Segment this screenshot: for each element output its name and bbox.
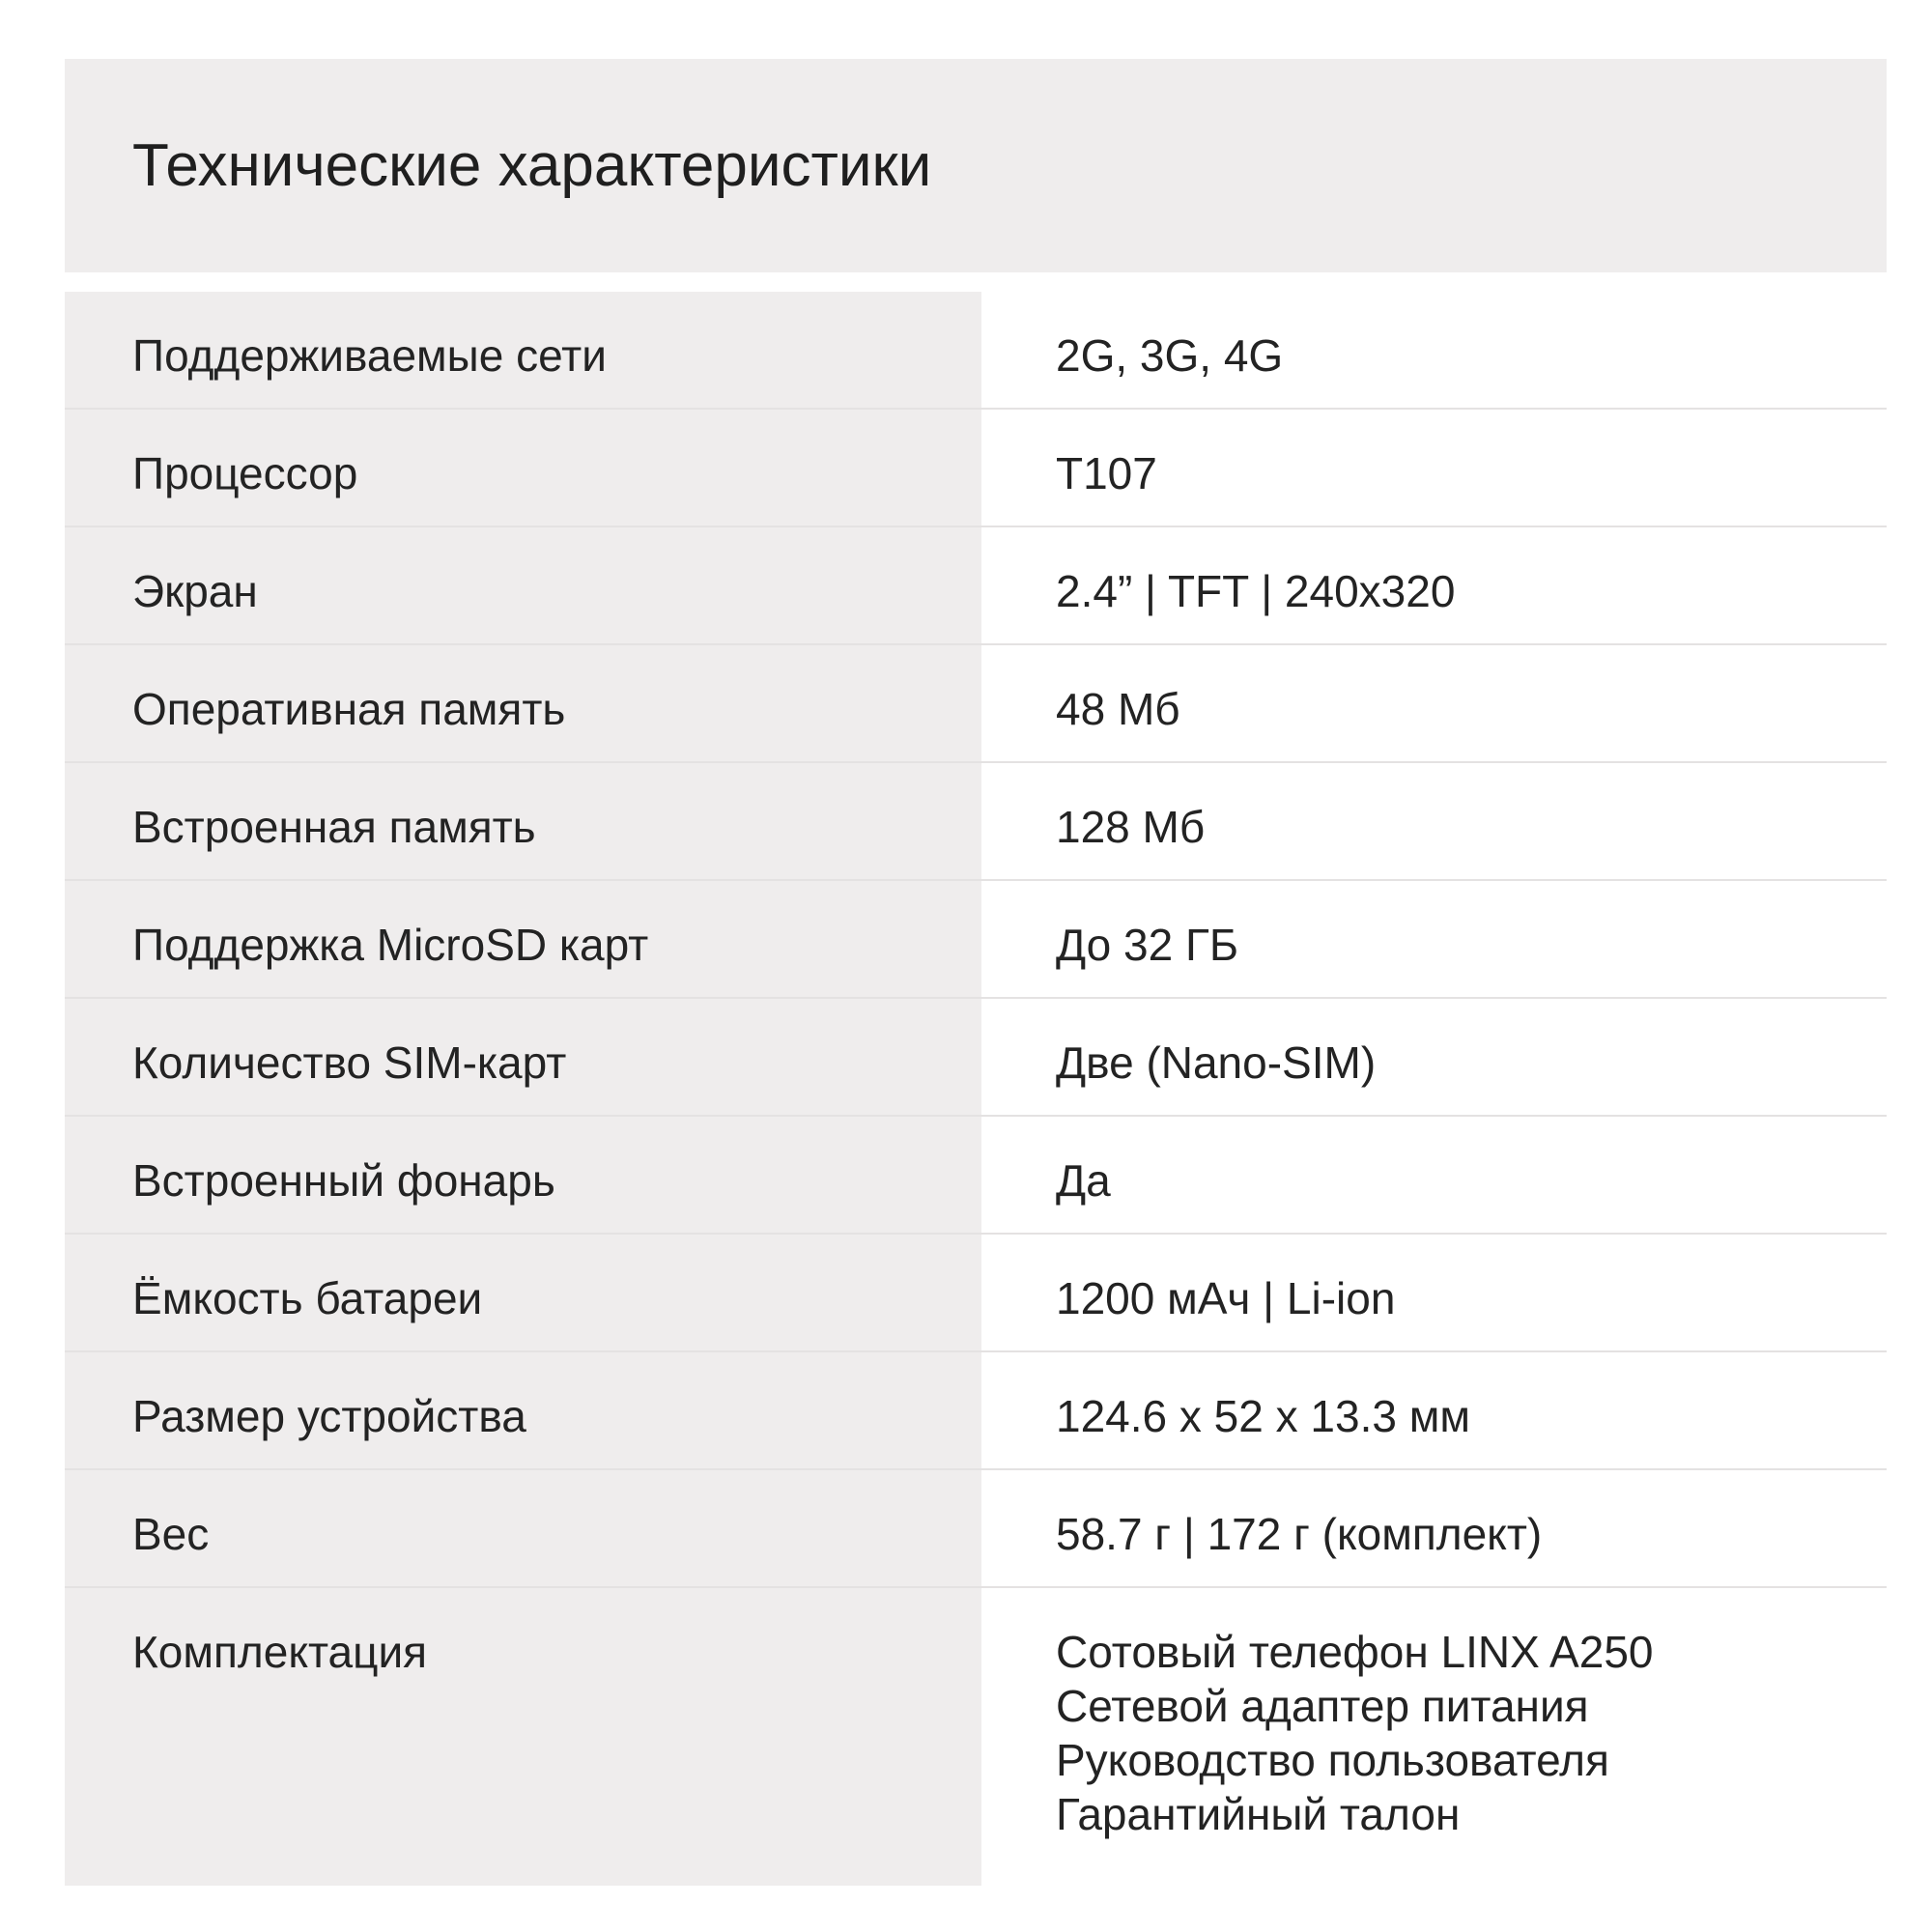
package-items-list (1056, 1625, 1653, 1841)
label-cell (65, 999, 981, 1115)
spec-value: 2.4” | TFT | 240x320 (1056, 566, 1456, 616)
spec-label: Комплектация (132, 1627, 428, 1677)
spec-row-dimensions (65, 1352, 1887, 1470)
label-cell (65, 1117, 981, 1233)
spec-value: До 32 ГБ (1056, 920, 1239, 970)
spec-label: Количество SIM-карт (132, 1037, 567, 1088)
spec-label: Встроенная память (132, 802, 536, 852)
label-cell (65, 292, 981, 408)
spec-row-processor (65, 410, 1887, 527)
spec-label: Процессор (132, 448, 358, 498)
spec-label: Встроенный фонарь (132, 1155, 555, 1206)
spec-row-storage (65, 763, 1887, 881)
label-cell (65, 410, 981, 526)
label-cell (65, 1235, 981, 1350)
spec-row-weight (65, 1470, 1887, 1588)
label-cell (65, 1470, 981, 1586)
label-cell (65, 645, 981, 761)
spec-label: Оперативная память (132, 684, 566, 734)
header-banner (65, 59, 1887, 272)
label-cell (65, 527, 981, 643)
spec-label: Экран (132, 566, 258, 616)
spec-row-screen (65, 527, 1887, 645)
spec-value: Да (1056, 1155, 1111, 1206)
spec-value: 128 Мб (1056, 802, 1206, 852)
spec-row-ram (65, 645, 1887, 763)
spec-value: Две (Nano-SIM) (1056, 1037, 1377, 1088)
spec-value: 2G, 3G, 4G (1056, 330, 1284, 381)
page-title: Технические характеристики (132, 132, 932, 199)
spec-label: Поддержка MicroSD карт (132, 920, 649, 970)
package-item: Сетевой адаптер питания (1056, 1681, 1589, 1731)
spec-table (65, 292, 1887, 1886)
spec-row-package (65, 1588, 1887, 1886)
label-cell (65, 763, 981, 879)
spec-label: Ёмкость батареи (132, 1273, 483, 1323)
spec-value: T107 (1056, 448, 1157, 498)
package-item: Руководство пользователя (1056, 1735, 1609, 1785)
spec-row-flashlight (65, 1117, 1887, 1235)
spec-label: Вес (132, 1509, 210, 1559)
package-item: Гарантийный талон (1056, 1789, 1461, 1839)
spec-label: Поддерживаемые сети (132, 330, 607, 381)
spec-value: 124.6 x 52 x 13.3 мм (1056, 1391, 1470, 1441)
label-cell (65, 881, 981, 997)
spec-value: 1200 мАч | Li-ion (1056, 1273, 1396, 1323)
spec-label: Размер устройства (132, 1391, 526, 1441)
spec-value: 48 Мб (1056, 684, 1180, 734)
label-cell (65, 1352, 981, 1468)
label-cell (65, 1588, 981, 1886)
spec-row-battery (65, 1235, 1887, 1352)
spec-value: 58.7 г | 172 г (комплект) (1056, 1509, 1543, 1559)
spec-row-networks (65, 292, 1887, 410)
spec-row-microsd (65, 881, 1887, 999)
spec-row-sim (65, 999, 1887, 1117)
package-item: Сотовый телефон LINX A250 (1056, 1627, 1654, 1677)
